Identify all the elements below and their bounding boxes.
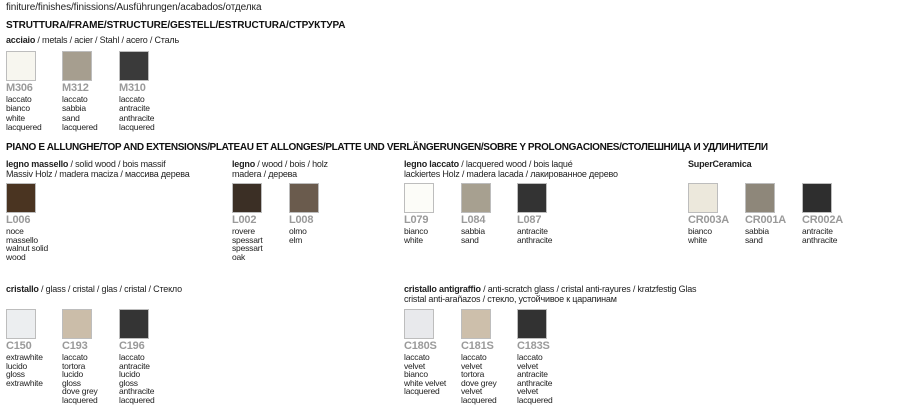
finish-label: laccato antracite lucido gloss anthracite lacquered (119, 352, 155, 405)
finish-code: C180S (404, 340, 437, 352)
finish-code: L084 (461, 214, 486, 226)
color-chip (404, 309, 434, 339)
finish-label: sabbia sand (461, 226, 485, 245)
finish-code: M310 (119, 82, 146, 94)
finish-code: L079 (404, 214, 429, 226)
finish-code: C183S (517, 340, 550, 352)
color-chip (802, 183, 832, 213)
group-title-metals: acciaio / metals / acier / Stahl / acero / Сталь (6, 35, 179, 45)
finish-label: antracite anthracite (517, 226, 553, 245)
finish-code: C181S (461, 340, 494, 352)
color-chip (745, 183, 775, 213)
finish-label: rovere spessart spessart oak (232, 226, 263, 262)
finish-code: CR003A (688, 214, 729, 226)
color-chip (119, 309, 149, 339)
group-title-anti-scratch-glass: cristallo antigraffio / anti-scratch glass / cristal anti-rayures / kratzfestig Glas cristal anti-arañazos / стекло, устойчивое к царапинам (404, 284, 697, 304)
section-title-structure: STRUTTURA/FRAME/STRUCTURE/GESTELL/ESTRUCTURA/СТРУКТУРА (6, 20, 346, 31)
group-title-lacquered-wood: legno laccato / lacquered wood / bois laqué lackiertes Holz / madera lacada / лакированное дерево (404, 159, 618, 179)
finish-label: laccato velvet antracite anthracite velvet lacquered (517, 352, 553, 405)
finish-code: C193 (62, 340, 88, 352)
finish-code: L002 (232, 214, 257, 226)
finish-label: laccato tortora lucido gloss dove grey lacquered (62, 352, 98, 405)
finish-label: olmo elm (289, 226, 307, 245)
finish-code: CR001A (745, 214, 786, 226)
finish-label: extrawhite lucido gloss extrawhite (6, 352, 43, 388)
group-title-solid-wood: legno massello / solid wood / bois massif Massiv Holz / madera maciza / массива дерева (6, 159, 190, 179)
color-chip (62, 51, 92, 81)
finish-label: laccato velvet tortora dove grey velvet lacquered (461, 352, 497, 405)
finish-code: M306 (6, 82, 33, 94)
finish-label: laccato velvet bianco white velvet lacquered (404, 352, 447, 397)
color-chip (6, 51, 36, 81)
finish-code: L008 (289, 214, 314, 226)
finish-code: M312 (62, 82, 89, 94)
group-title-wood: legno / wood / bois / holz madera / дерева (232, 159, 328, 179)
group-title-glass: cristallo / glass / cristal / glas / cristal / Стекло (6, 284, 182, 294)
color-chip (461, 309, 491, 339)
finish-code: CR002A (802, 214, 843, 226)
finish-label: bianco white (688, 226, 712, 245)
finish-label-en: white lacquered (6, 113, 42, 132)
color-chip (289, 183, 319, 213)
color-chip (232, 183, 262, 213)
finish-label-en: anthracite lacquered (119, 113, 155, 132)
color-chip (6, 309, 36, 339)
finish-label: noce massello walnut solid wood (6, 226, 49, 262)
group-title-superceramica: SuperCeramica (688, 159, 752, 169)
color-chip (517, 183, 547, 213)
finish-code: C196 (119, 340, 145, 352)
finish-label: antracite anthracite (802, 226, 838, 245)
color-chip (517, 309, 547, 339)
finish-label-en: sand lacquered (62, 113, 98, 132)
finish-label: laccato sabbia (62, 94, 88, 113)
finish-code: C150 (6, 340, 32, 352)
section-title-top: PIANO E ALLUNGHE/TOP AND EXTENSIONS/PLATEAU ET ALLONGES/PLATTE UND VERLÄNGERUNGEN/SOBRE Y PROLONGACIONES/СТОЛЕШНИЦА И УДЛИНИТЕЛИ (6, 142, 768, 153)
color-chip (62, 309, 92, 339)
finish-label: sabbia sand (745, 226, 769, 245)
finish-code: L006 (6, 214, 31, 226)
finish-code: L087 (517, 214, 542, 226)
finish-label: bianco white (404, 226, 428, 245)
color-chip (461, 183, 491, 213)
finish-label: laccato antracite (119, 94, 150, 113)
color-chip (688, 183, 718, 213)
color-chip (6, 183, 36, 213)
page-header: finiture/finishes/finissions/Ausführungen/acabados/отделка (6, 2, 262, 13)
finish-label: laccato bianco (6, 94, 32, 113)
color-chip (404, 183, 434, 213)
color-chip (119, 51, 149, 81)
